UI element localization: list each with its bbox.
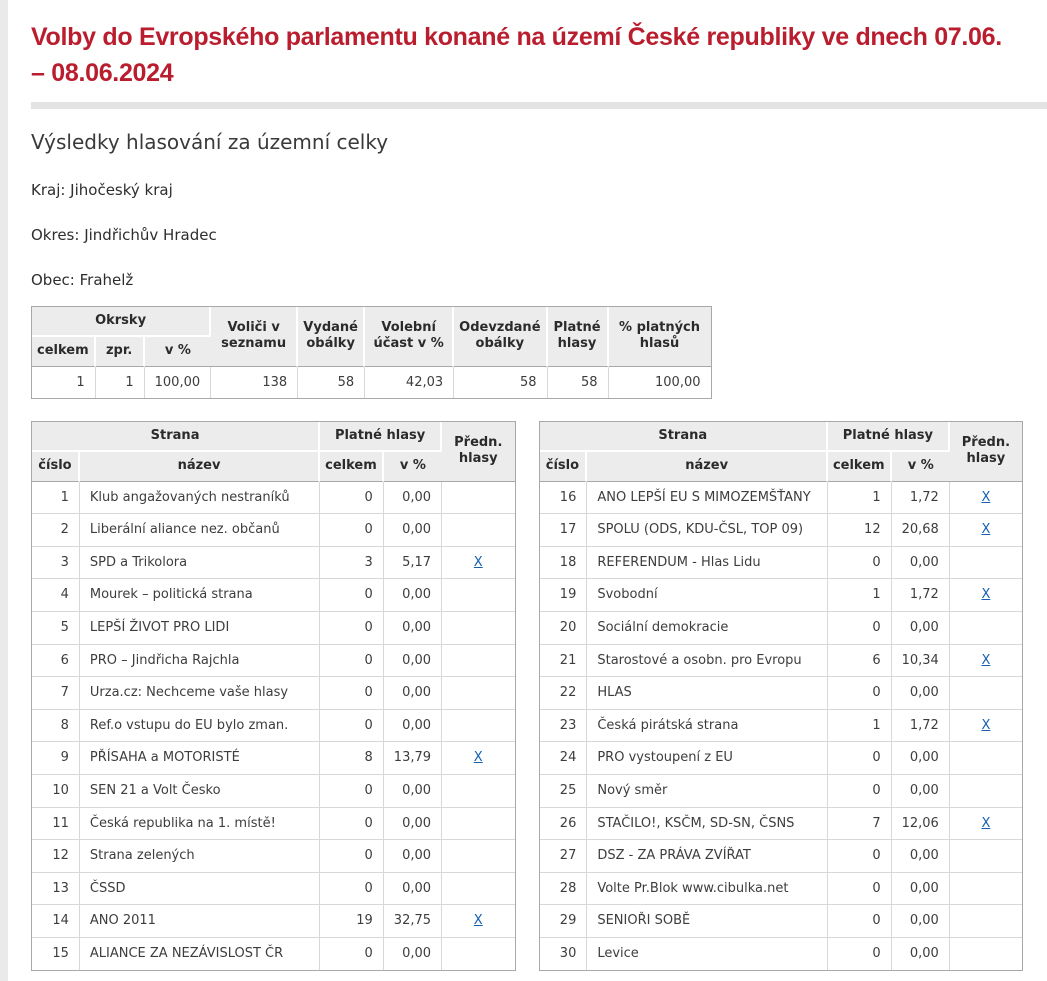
party-row bbox=[32, 905, 515, 938]
party-header-celkem: celkem bbox=[320, 452, 384, 481]
party-name-cell: ANO LEPŠÍ EU S MIMOZEMŠŤANY bbox=[587, 482, 828, 515]
page-title: Volby do Evropského parlamentu konané na území České republiky ve dnech 07.06. – 08.06.2024 bbox=[31, 23, 1002, 87]
party-votes-pct-cell: 0,00 bbox=[384, 514, 442, 547]
party-name-cell: REFERENDUM - Hlas Lidu bbox=[587, 547, 828, 580]
party-number-cell: 29 bbox=[540, 905, 588, 938]
party-votes-pct-cell: 20,68 bbox=[892, 514, 950, 547]
party-row bbox=[32, 645, 515, 678]
party-number-cell: 11 bbox=[32, 808, 80, 841]
preferential-votes-cell bbox=[950, 742, 1022, 775]
party-row bbox=[32, 808, 515, 841]
party-name-cell: Nový směr bbox=[587, 775, 828, 808]
preferential-votes-cell bbox=[950, 808, 1022, 841]
party-number-cell: 5 bbox=[32, 612, 80, 645]
party-votes-total-cell: 0 bbox=[828, 775, 892, 808]
party-number-cell: 18 bbox=[540, 547, 588, 580]
summary-header-okrsky-celkem: celkem bbox=[32, 337, 96, 366]
party-votes-pct-cell: 0,00 bbox=[384, 775, 442, 808]
preferential-votes-cell bbox=[950, 645, 1022, 678]
party-row bbox=[32, 775, 515, 808]
party-votes-total-cell: 0 bbox=[828, 840, 892, 873]
party-name-cell: PRO – Jindřicha Rajchla bbox=[80, 645, 320, 678]
summary-value-okrsky-vpct: 100,00 bbox=[145, 367, 212, 399]
party-header-vpct: v % bbox=[384, 452, 442, 481]
party-row bbox=[540, 775, 1023, 808]
party-row bbox=[540, 710, 1023, 743]
party-votes-pct-cell: 0,00 bbox=[892, 775, 950, 808]
party-number-cell: 2 bbox=[32, 514, 80, 547]
summary-header-vydane-obalky: Vydané obálky bbox=[298, 307, 365, 367]
party-number-cell: 21 bbox=[540, 645, 588, 678]
party-number-cell: 19 bbox=[540, 579, 588, 612]
party-number-cell: 22 bbox=[540, 677, 588, 710]
party-header-predn-hlasy: Předn. hlasy bbox=[442, 422, 514, 482]
party-name-cell: SPOLU (ODS, KDU-ČSL, TOP 09) bbox=[587, 514, 828, 547]
party-votes-pct-cell: 0,00 bbox=[384, 579, 442, 612]
obec-label: Obec: Frahelž bbox=[31, 271, 134, 289]
party-row bbox=[540, 482, 1023, 515]
party-number-cell: 24 bbox=[540, 742, 588, 775]
party-name-cell: ALIANCE ZA NEZÁVISLOST ČR bbox=[80, 938, 320, 970]
party-votes-pct-cell: 0,00 bbox=[384, 677, 442, 710]
party-name-cell: Volte Pr.Blok www.cibulka.net bbox=[587, 873, 828, 906]
party-votes-pct-cell: 1,72 bbox=[892, 710, 950, 743]
party-name-cell: PŘÍSAHA a MOTORISTÉ bbox=[80, 742, 320, 775]
party-row bbox=[540, 677, 1023, 710]
content-area bbox=[8, 0, 1047, 981]
party-votes-total-cell: 0 bbox=[828, 742, 892, 775]
party-votes-total-cell: 12 bbox=[828, 514, 892, 547]
summary-header-pct-platnych: % platných hlasů bbox=[609, 307, 711, 367]
party-votes-pct-cell: 12,06 bbox=[892, 808, 950, 841]
preferential-votes-cell bbox=[442, 677, 514, 710]
preferential-votes-cell bbox=[950, 547, 1022, 580]
party-row bbox=[540, 938, 1023, 970]
party-votes-pct-cell: 0,00 bbox=[892, 905, 950, 938]
preferential-votes-cell bbox=[442, 873, 514, 906]
summary-value-volici: 138 bbox=[211, 367, 298, 399]
party-number-cell: 9 bbox=[32, 742, 80, 775]
party-header-nazev: název bbox=[80, 452, 320, 481]
party-name-cell: SPD a Trikolora bbox=[80, 547, 320, 580]
party-row bbox=[32, 938, 515, 970]
preferential-votes-cell bbox=[442, 840, 514, 873]
party-votes-total-cell: 0 bbox=[320, 808, 384, 841]
okres-label: Okres: Jindřichův Hradec bbox=[31, 226, 217, 244]
party-header-platne-hlasy: Platné hlasy bbox=[828, 422, 950, 452]
party-votes-pct-cell: 0,00 bbox=[384, 808, 442, 841]
party-votes-pct-cell: 0,00 bbox=[892, 677, 950, 710]
party-votes-total-cell: 1 bbox=[828, 482, 892, 515]
preferential-votes-link[interactable]: X bbox=[981, 522, 991, 538]
party-row bbox=[32, 710, 515, 743]
summary-value-ucast: 42,03 bbox=[365, 367, 454, 399]
preferential-votes-cell bbox=[442, 579, 514, 612]
party-votes-total-cell: 0 bbox=[320, 938, 384, 970]
party-name-cell: Strana zelených bbox=[80, 840, 320, 873]
party-name-cell: Česká republika na 1. místě! bbox=[80, 808, 320, 841]
party-number-cell: 27 bbox=[540, 840, 588, 873]
party-votes-pct-cell: 0,00 bbox=[892, 547, 950, 580]
preferential-votes-cell bbox=[950, 677, 1022, 710]
party-name-cell: Starostové a osobn. pro Evropu bbox=[587, 645, 828, 678]
party-number-cell: 8 bbox=[32, 710, 80, 743]
party-number-cell: 17 bbox=[540, 514, 588, 547]
preferential-votes-cell bbox=[950, 905, 1022, 938]
party-row bbox=[32, 547, 515, 580]
party-votes-total-cell: 0 bbox=[320, 645, 384, 678]
preferential-votes-link[interactable]: X bbox=[981, 815, 991, 831]
party-name-cell: Svobodní bbox=[587, 579, 828, 612]
party-number-cell: 20 bbox=[540, 612, 588, 645]
preferential-votes-cell bbox=[950, 514, 1022, 547]
party-votes-pct-cell: 0,00 bbox=[384, 938, 442, 970]
party-number-cell: 25 bbox=[540, 775, 588, 808]
summary-value-odevzdane-obalky: 58 bbox=[454, 367, 547, 399]
party-row bbox=[540, 840, 1023, 873]
party-number-cell: 1 bbox=[32, 482, 80, 515]
preferential-votes-cell bbox=[950, 612, 1022, 645]
summary-header-ucast: Volební účast v % bbox=[365, 307, 454, 367]
preferential-votes-link[interactable]: X bbox=[981, 587, 991, 603]
party-header-strana: Strana bbox=[540, 422, 828, 452]
preferential-votes-cell bbox=[950, 482, 1022, 515]
party-votes-pct-cell: 0,00 bbox=[384, 710, 442, 743]
summary-header-odevzdane-obalky: Odevzdané obálky bbox=[454, 307, 547, 367]
party-votes-pct-cell: 1,72 bbox=[892, 579, 950, 612]
party-votes-total-cell: 0 bbox=[828, 873, 892, 906]
party-votes-total-cell: 0 bbox=[828, 547, 892, 580]
preferential-votes-link[interactable]: X bbox=[473, 913, 483, 929]
party-row bbox=[540, 514, 1023, 547]
party-row bbox=[32, 873, 515, 906]
party-number-cell: 13 bbox=[32, 873, 80, 906]
party-table-right-wrap bbox=[539, 421, 1024, 970]
preferential-votes-cell bbox=[950, 840, 1022, 873]
party-votes-pct-cell: 0,00 bbox=[892, 840, 950, 873]
party-name-cell: Sociální demokracie bbox=[587, 612, 828, 645]
party-table-right-body bbox=[540, 482, 1023, 970]
party-votes-pct-cell: 0,00 bbox=[892, 938, 950, 970]
party-row bbox=[32, 840, 515, 873]
preferential-votes-cell bbox=[442, 775, 514, 808]
party-votes-total-cell: 0 bbox=[828, 905, 892, 938]
party-table-left-body bbox=[32, 482, 515, 970]
party-table-right bbox=[540, 422, 1023, 969]
preferential-votes-cell bbox=[442, 938, 514, 970]
summary-value-vydane-obalky: 58 bbox=[298, 367, 365, 399]
party-name-cell: Česká pirátská strana bbox=[587, 710, 828, 743]
party-header-cislo: číslo bbox=[32, 452, 80, 481]
summary-header-volici: Voliči v seznamu bbox=[211, 307, 298, 367]
section-title: Výsledky hlasování za územní celky bbox=[31, 130, 389, 154]
party-votes-pct-cell: 0,00 bbox=[384, 612, 442, 645]
party-votes-total-cell: 6 bbox=[828, 645, 892, 678]
party-number-cell: 16 bbox=[540, 482, 588, 515]
party-table-left-wrap bbox=[31, 421, 516, 970]
party-row bbox=[540, 873, 1023, 906]
party-row bbox=[32, 579, 515, 612]
party-name-cell: Mourek – politická strana bbox=[80, 579, 320, 612]
party-votes-pct-cell: 0,00 bbox=[384, 873, 442, 906]
party-name-cell: ČSSD bbox=[80, 873, 320, 906]
party-tables-row bbox=[31, 421, 1023, 970]
party-votes-pct-cell: 5,17 bbox=[384, 547, 442, 580]
preferential-votes-cell bbox=[442, 808, 514, 841]
preferential-votes-link[interactable]: X bbox=[473, 750, 483, 766]
party-name-cell: LEPŠÍ ŽIVOT PRO LIDI bbox=[80, 612, 320, 645]
party-number-cell: 14 bbox=[32, 905, 80, 938]
party-votes-total-cell: 0 bbox=[320, 710, 384, 743]
preferential-votes-cell bbox=[442, 612, 514, 645]
preferential-votes-link[interactable]: X bbox=[981, 652, 991, 668]
party-number-cell: 23 bbox=[540, 710, 588, 743]
preferential-votes-cell bbox=[442, 905, 514, 938]
preferential-votes-cell bbox=[442, 710, 514, 743]
preferential-votes-cell bbox=[950, 873, 1022, 906]
party-number-cell: 3 bbox=[32, 547, 80, 580]
party-name-cell: Urza.cz: Nechceme vaše hlasy bbox=[80, 677, 320, 710]
party-row bbox=[32, 612, 515, 645]
party-header-cislo: číslo bbox=[540, 452, 588, 481]
party-votes-pct-cell: 1,72 bbox=[892, 482, 950, 515]
preferential-votes-cell bbox=[442, 547, 514, 580]
party-row bbox=[540, 612, 1023, 645]
party-votes-pct-cell: 0,00 bbox=[892, 612, 950, 645]
party-row bbox=[540, 645, 1023, 678]
party-row bbox=[540, 808, 1023, 841]
preferential-votes-cell bbox=[950, 710, 1022, 743]
preferential-votes-cell bbox=[442, 482, 514, 515]
party-name-cell: ANO 2011 bbox=[80, 905, 320, 938]
summary-table bbox=[32, 307, 711, 398]
party-row bbox=[540, 579, 1023, 612]
party-votes-pct-cell: 13,79 bbox=[384, 742, 442, 775]
party-votes-total-cell: 1 bbox=[828, 579, 892, 612]
summary-table-wrap bbox=[31, 306, 712, 399]
party-number-cell: 6 bbox=[32, 645, 80, 678]
party-number-cell: 10 bbox=[32, 775, 80, 808]
party-votes-total-cell: 0 bbox=[320, 873, 384, 906]
preferential-votes-cell bbox=[950, 775, 1022, 808]
party-header-strana: Strana bbox=[32, 422, 320, 452]
summary-header-okrsky: Okrsky bbox=[32, 307, 211, 337]
party-name-cell: Levice bbox=[587, 938, 828, 970]
party-number-cell: 26 bbox=[540, 808, 588, 841]
party-votes-pct-cell: 32,75 bbox=[384, 905, 442, 938]
party-number-cell: 28 bbox=[540, 873, 588, 906]
preferential-votes-cell bbox=[442, 514, 514, 547]
preferential-votes-cell bbox=[442, 742, 514, 775]
party-row bbox=[540, 742, 1023, 775]
party-name-cell: PRO vystoupení z EU bbox=[587, 742, 828, 775]
party-votes-total-cell: 0 bbox=[320, 840, 384, 873]
party-table-left bbox=[32, 422, 515, 969]
party-name-cell: DSZ - ZA PRÁVA ZVÍŘAT bbox=[587, 840, 828, 873]
party-votes-total-cell: 8 bbox=[320, 742, 384, 775]
party-number-cell: 4 bbox=[32, 579, 80, 612]
kraj-label: Kraj: Jihočeský kraj bbox=[31, 181, 173, 199]
party-votes-pct-cell: 0,00 bbox=[892, 742, 950, 775]
party-number-cell: 30 bbox=[540, 938, 588, 970]
party-votes-total-cell: 0 bbox=[320, 775, 384, 808]
party-votes-total-cell: 1 bbox=[828, 710, 892, 743]
party-name-cell: Liberální aliance nez. občanů bbox=[80, 514, 320, 547]
preferential-votes-link[interactable]: X bbox=[981, 717, 991, 733]
party-header-vpct: v % bbox=[892, 452, 950, 481]
party-votes-total-cell: 0 bbox=[320, 482, 384, 515]
party-row bbox=[540, 905, 1023, 938]
preferential-votes-cell bbox=[950, 579, 1022, 612]
party-votes-pct-cell: 0,00 bbox=[384, 482, 442, 515]
party-votes-total-cell: 0 bbox=[828, 938, 892, 970]
party-row bbox=[540, 547, 1023, 580]
party-name-cell: Ref.o vstupu do EU bylo zman. bbox=[80, 710, 320, 743]
party-name-cell: Klub angažovaných nestraníků bbox=[80, 482, 320, 515]
party-number-cell: 12 bbox=[32, 840, 80, 873]
preferential-votes-cell bbox=[442, 645, 514, 678]
party-votes-pct-cell: 10,34 bbox=[892, 645, 950, 678]
party-votes-pct-cell: 0,00 bbox=[384, 840, 442, 873]
party-votes-total-cell: 0 bbox=[828, 677, 892, 710]
party-number-cell: 7 bbox=[32, 677, 80, 710]
summary-header-platne-hlasy: Platné hlasy bbox=[548, 307, 609, 367]
party-row bbox=[32, 514, 515, 547]
party-votes-pct-cell: 0,00 bbox=[384, 645, 442, 678]
party-header-platne-hlasy: Platné hlasy bbox=[320, 422, 442, 452]
party-votes-total-cell: 0 bbox=[320, 677, 384, 710]
summary-header-okrsky-zpr: zpr. bbox=[96, 337, 145, 366]
party-votes-total-cell: 0 bbox=[320, 579, 384, 612]
party-votes-total-cell: 0 bbox=[828, 612, 892, 645]
preferential-votes-link[interactable]: X bbox=[473, 554, 483, 570]
party-name-cell: STAČILO!, KSČM, SD-SN, ČSNS bbox=[587, 808, 828, 841]
party-header-nazev: název bbox=[587, 452, 828, 481]
party-row bbox=[32, 677, 515, 710]
summary-value-okrsky-celkem: 1 bbox=[32, 367, 96, 399]
party-votes-total-cell: 3 bbox=[320, 547, 384, 580]
summary-value-okrsky-zpr: 1 bbox=[96, 367, 145, 399]
party-row bbox=[32, 742, 515, 775]
preferential-votes-cell bbox=[950, 938, 1022, 970]
party-name-cell: HLAS bbox=[587, 677, 828, 710]
party-number-cell: 15 bbox=[32, 938, 80, 970]
party-votes-total-cell: 0 bbox=[320, 514, 384, 547]
party-header-celkem: celkem bbox=[828, 452, 892, 481]
summary-header-okrsky-vpct: v % bbox=[145, 337, 212, 366]
summary-row bbox=[32, 367, 711, 399]
party-votes-total-cell: 19 bbox=[320, 905, 384, 938]
summary-value-platne-hlasy: 58 bbox=[548, 367, 609, 399]
party-name-cell: SENIOŘI SOBĚ bbox=[587, 905, 828, 938]
party-votes-total-cell: 7 bbox=[828, 808, 892, 841]
divider bbox=[31, 102, 1047, 109]
party-header-predn-hlasy: Předn. hlasy bbox=[950, 422, 1022, 482]
party-votes-pct-cell: 0,00 bbox=[892, 873, 950, 906]
summary-value-pct-platnych: 100,00 bbox=[609, 367, 711, 399]
party-row bbox=[32, 482, 515, 515]
party-votes-total-cell: 0 bbox=[320, 612, 384, 645]
preferential-votes-link[interactable]: X bbox=[981, 489, 991, 505]
party-name-cell: SEN 21 a Volt Česko bbox=[80, 775, 320, 808]
